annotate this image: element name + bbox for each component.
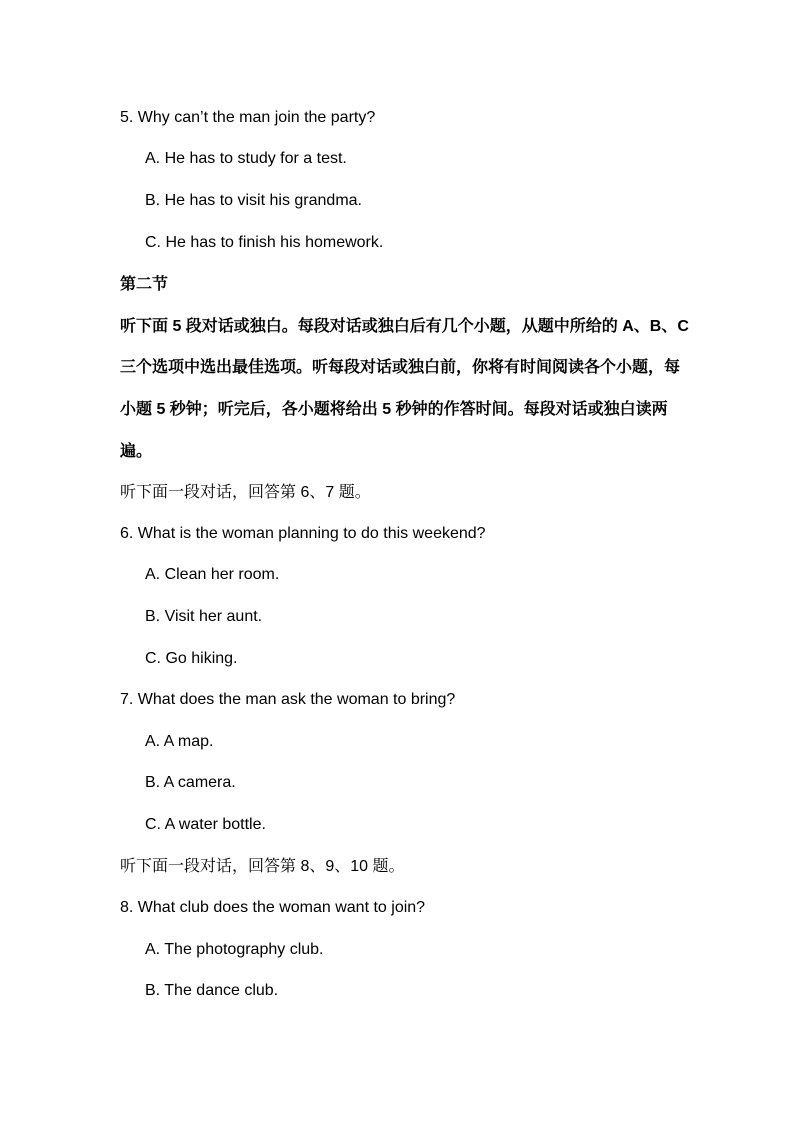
question-7-option-b: B. A camera.	[145, 774, 236, 791]
section-2-instructions-line-3: 小题 5 秒钟；听完后，各小题将给出 5 秒钟的作答时间。每段对话或独白读两	[120, 401, 668, 418]
section-2-instructions-line-1: 听下面 5 段对话或独白。每段对话或独白后有几个小题，从题中所给的 A、B、C	[120, 318, 689, 335]
question-7-stem: 7. What does the man ask the woman to bring?	[120, 691, 456, 708]
question-8-option-a: A. The photography club.	[145, 941, 324, 958]
question-5-option-b: B. He has to visit his grandma.	[145, 192, 362, 209]
dialogue-8-10-instruction: 听下面一段对话，回答第 8、9、10 题。	[120, 858, 405, 875]
dialogue-6-7-instruction: 听下面一段对话，回答第 6、7 题。	[120, 484, 371, 501]
question-7-option-c: C. A water bottle.	[145, 816, 266, 833]
question-7-option-a: A. A map.	[145, 733, 214, 750]
question-6-option-b: B. Visit her aunt.	[145, 608, 263, 625]
question-6-option-a: A. Clean her room.	[145, 566, 280, 583]
question-8-option-b: B. The dance club.	[145, 982, 279, 999]
section-2-instructions-line-4: 遍。	[120, 443, 153, 460]
question-5-stem: 5. Why can’t the man join the party?	[120, 109, 376, 126]
question-5-option-a: A. He has to study for a test.	[145, 150, 347, 167]
section-2-instructions-line-2: 三个选项中选出最佳选项。听每段对话或独白前，你将有时间阅读各个小题，每	[120, 359, 681, 376]
section-2-title: 第二节	[120, 276, 169, 293]
question-6-stem: 6. What is the woman planning to do this weekend?	[120, 525, 486, 542]
question-6-option-c: C. Go hiking.	[145, 650, 238, 667]
question-8-stem: 8. What club does the woman want to join?	[120, 899, 426, 916]
question-5-option-c: C. He has to finish his homework.	[145, 234, 384, 251]
